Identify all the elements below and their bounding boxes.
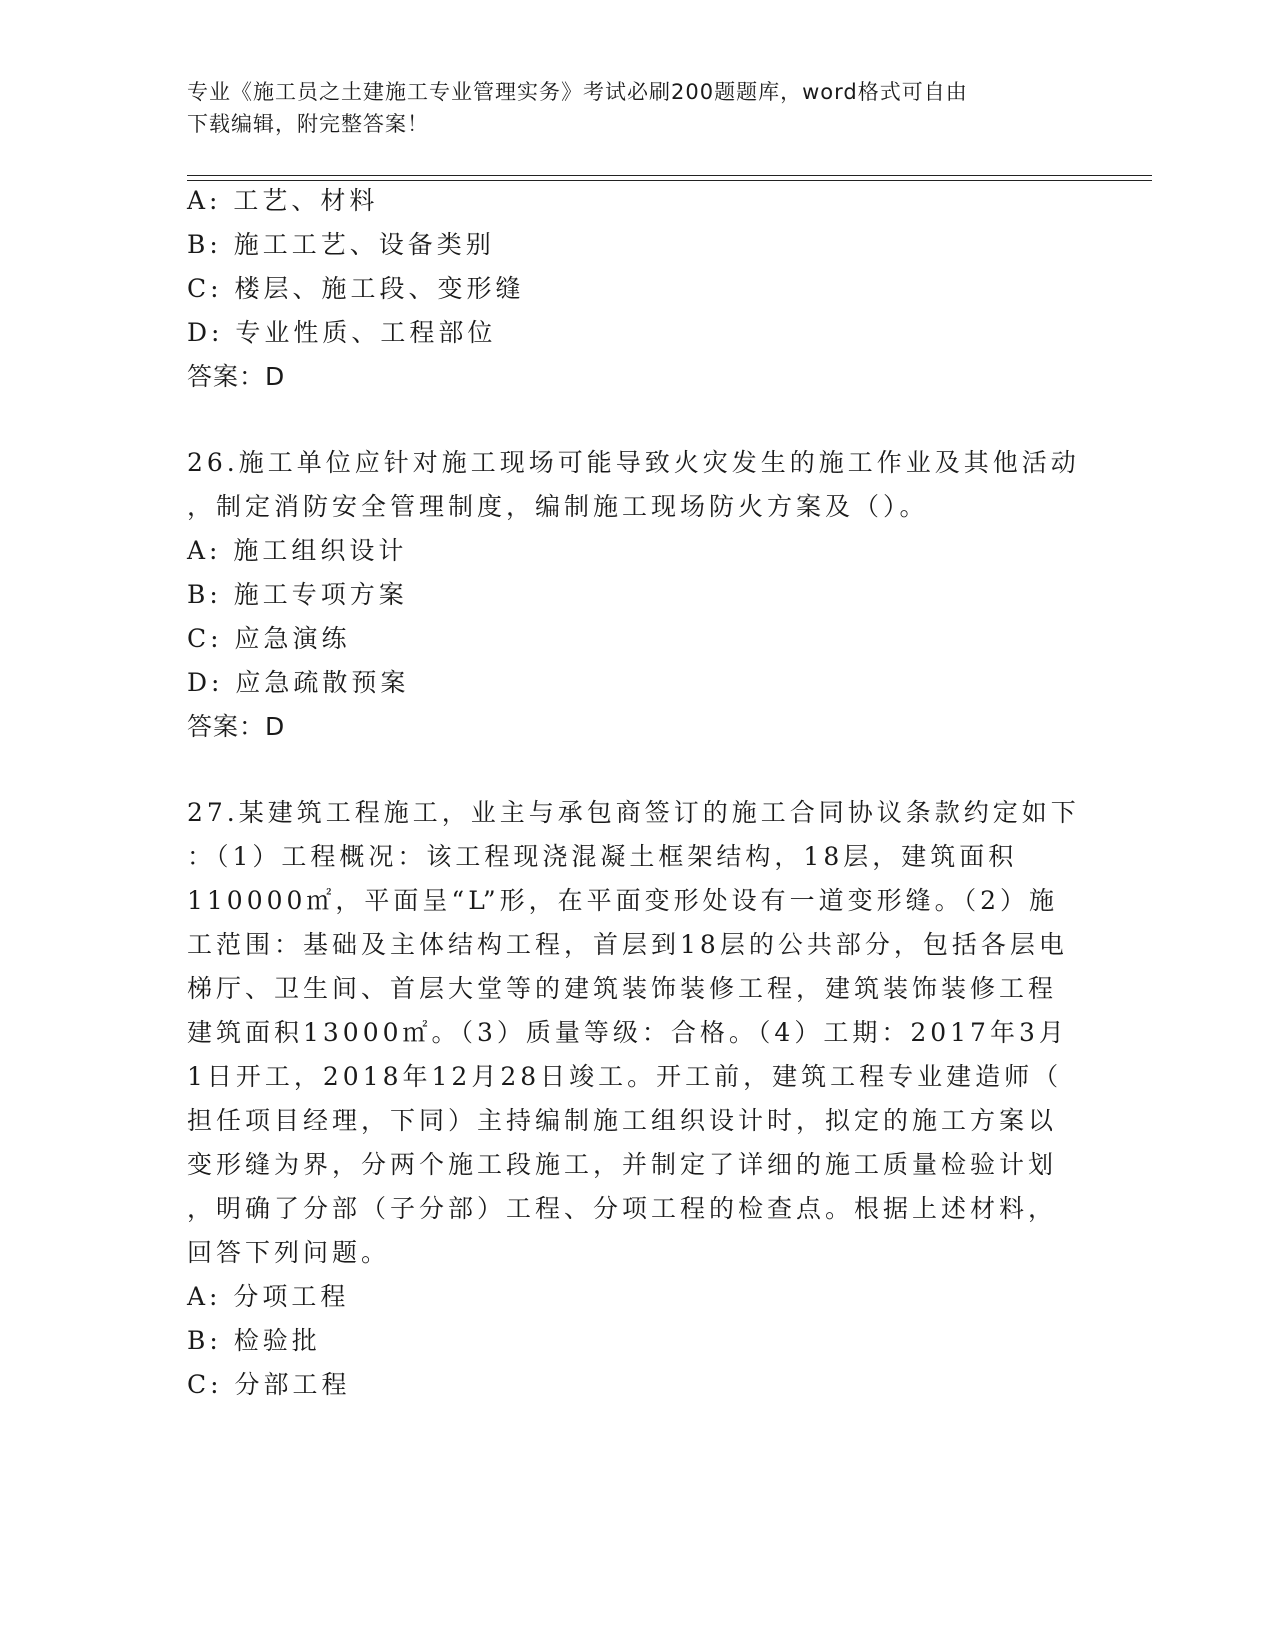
q27-stem-line-4: 工范围：基础及主体结构工程，首层到18层的公共部分，包括各层电 xyxy=(187,930,1068,959)
q27-stem-line-3: 110000㎡，平面呈“L”形，在平面变形处设有一道变形缝。（2）施 xyxy=(187,886,1059,915)
q25-answer: 答案：D xyxy=(187,362,286,391)
header-line-1: 专业《施工员之土建施工专业管理实务》考试必刷200题题库，word格式可自由 xyxy=(187,80,968,104)
q27-option-a: A: 分项工程 xyxy=(187,1282,350,1311)
q26-answer: 答案：D xyxy=(187,712,286,741)
q27-stem-line-2: ：（1）工程概况：该工程现浇混凝土框架结构，18层，建筑面积 xyxy=(187,842,1018,871)
q26-option-c: C: 应急演练 xyxy=(187,624,351,653)
q27-option-b: B: 检验批 xyxy=(187,1326,321,1355)
q26-option-b: B: 施工专项方案 xyxy=(187,580,408,609)
document-header xyxy=(187,76,1067,140)
q26-option-a: A: 施工组织设计 xyxy=(187,536,408,565)
q27-stem-line-9: 变形缝为界，分两个施工段施工，并制定了详细的施工质量检验计划 xyxy=(187,1150,1058,1179)
q25-option-a: A: 工艺、材料 xyxy=(187,186,379,215)
q25-option-b: B: 施工工艺、设备类别 xyxy=(187,230,495,259)
header-line-2: 下载编辑，附完整答案！ xyxy=(187,112,429,136)
q25-option-c: C: 楼层、施工段、变形缝 xyxy=(187,274,525,303)
q26-stem-line-1: 26.施工单位应针对施工现场可能导致火灾发生的施工作业及其他活动 xyxy=(187,448,1080,477)
q27-stem-line-5: 梯厅、卫生间、首层大堂等的建筑装饰装修工程，建筑装饰装修工程 xyxy=(187,974,1058,1003)
q25-option-d: D: 专业性质、工程部位 xyxy=(187,318,497,347)
q27-stem-line-11: 回答下列问题。 xyxy=(187,1238,391,1267)
q27-stem-line-8: 担任项目经理，下同）主持编制施工组织设计时，拟定的施工方案以 xyxy=(187,1106,1058,1135)
q27-stem-line-7: 1日开工，2018年12月28日竣工。开工前，建筑工程专业建造师（ xyxy=(187,1062,1063,1091)
q27-stem-line-10: ，明确了分部（子分部）工程、分项工程的检查点。根据上述材料， xyxy=(187,1194,1058,1223)
q26-stem-line-2: ，制定消防安全管理制度，编制施工现场防火方案及（）。 xyxy=(187,492,929,521)
q27-stem-line-6: 建筑面积13000㎡。（3）质量等级：合格。（4）工期：2017年3月 xyxy=(187,1018,1068,1047)
header-divider-top xyxy=(187,175,1152,176)
q26-option-d: D: 应急疏散预案 xyxy=(187,668,410,697)
header-divider-bottom xyxy=(187,180,1152,181)
q27-option-c: C: 分部工程 xyxy=(187,1370,351,1399)
q27-stem-line-1: 27.某建筑工程施工，业主与承包商签订的施工合同协议条款约定如下 xyxy=(187,798,1080,827)
